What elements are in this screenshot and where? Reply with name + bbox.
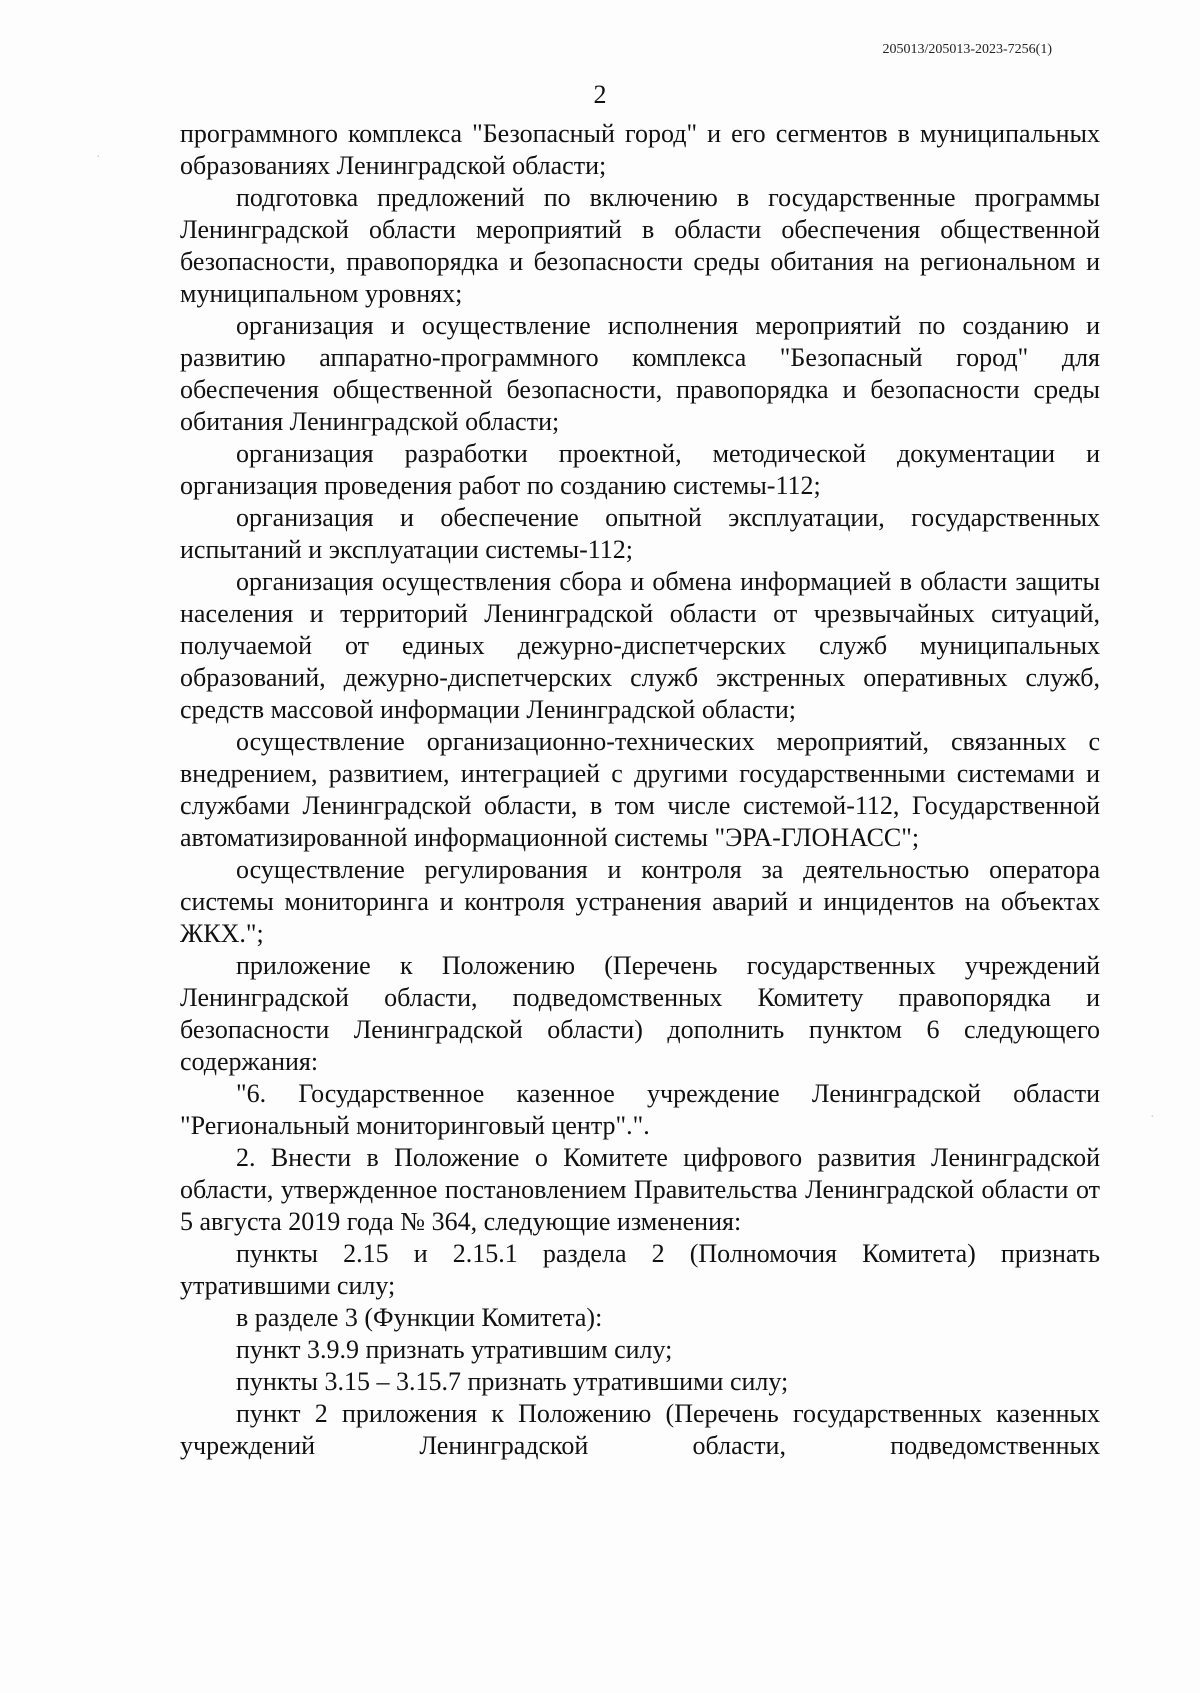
page-number: 2 [593,80,607,109]
paragraph: осуществление регулирования и контроля за деятельностью оператора системы мониторинга и контроля устранения аварий и инцидентов на объектах ЖКХ."; [180,855,1100,948]
paragraph: программного комплекса "Безопасный город" и его сегментов в муниципальных образованиях Ленинградской области; [180,119,1100,180]
paragraph: 2. Внести в Положение о Комитете цифрового развития Ленинградской области, утвержденное постановлением Правительства Ленинградской области от 5 августа 2019 года № 364, следующие изменения: [180,1143,1100,1236]
paragraph: организация разработки проектной, методической документации и организация проведения работ по созданию системы-112; [180,439,1100,500]
paragraph: пункты 3.15 – 3.15.7 признать утратившими силу; [236,1367,789,1396]
paragraph: пункт 3.9.9 признать утратившим силу; [236,1335,673,1364]
document-body [180,118,1100,1462]
paragraph: приложение к Положению (Перечень государственных учреждений Ленинградской области, подведомственных Комитету правопорядка и безопасности Ленинградской области) дополнить пунктом 6 следующего содержания: [180,951,1100,1076]
paragraph: организация осуществления сбора и обмена информацией в области защиты населения и территорий Ленинградской области от чрезвычайных ситуаций, получаемой от единых дежурно-диспетчерских служб муниципальных образований, дежурно-диспетчерских служб экстренных оперативных служб, средств массовой информации Ленинградской области; [180,567,1100,724]
paragraph: организация и обеспечение опытной эксплуатации, государственных испытаний и эксплуатации системы-112; [180,503,1100,564]
paragraph: подготовка предложений по включению в государственные программы Ленинградской области мероприятий в области обеспечения общественной безопасности, правопорядка и безопасности среды обитания на региональном и муниципальном уровнях; [180,183,1100,308]
paragraph: организация и осуществление исполнения мероприятий по созданию и развитию аппаратно-программного комплекса "Безопасный город" для обеспечения общественной безопасности, правопорядка и безопасности среды обитания Ленинградской области; [180,311,1100,436]
paragraph: пункты 2.15 и 2.15.1 раздела 2 (Полномочия Комитета) признать утратившими силу; [180,1239,1100,1300]
paragraph: в разделе 3 (Функции Комитета): [236,1303,603,1332]
paragraph: осуществление организационно-технических мероприятий, связанных с внедрением, развитием, интеграцией с другими государственными системами и службами Ленинградской области, в том числе системой-112, Государственной автоматизированной информационной системы "ЭРА-ГЛОНАСС"; [180,727,1100,852]
scan-speck: · [96,150,101,165]
document-id: 205013/205013-2023-7256(1) [882,42,1052,57]
paragraph: "6. Государственное казенное учреждение Ленинградской области "Региональный мониторинговый центр".". [180,1079,1100,1140]
paragraph: пункт 2 приложения к Положению (Перечень государственных казенных учреждений Ленинградской области, подведомственных [180,1399,1100,1460]
scan-speck: · [1150,1110,1155,1125]
